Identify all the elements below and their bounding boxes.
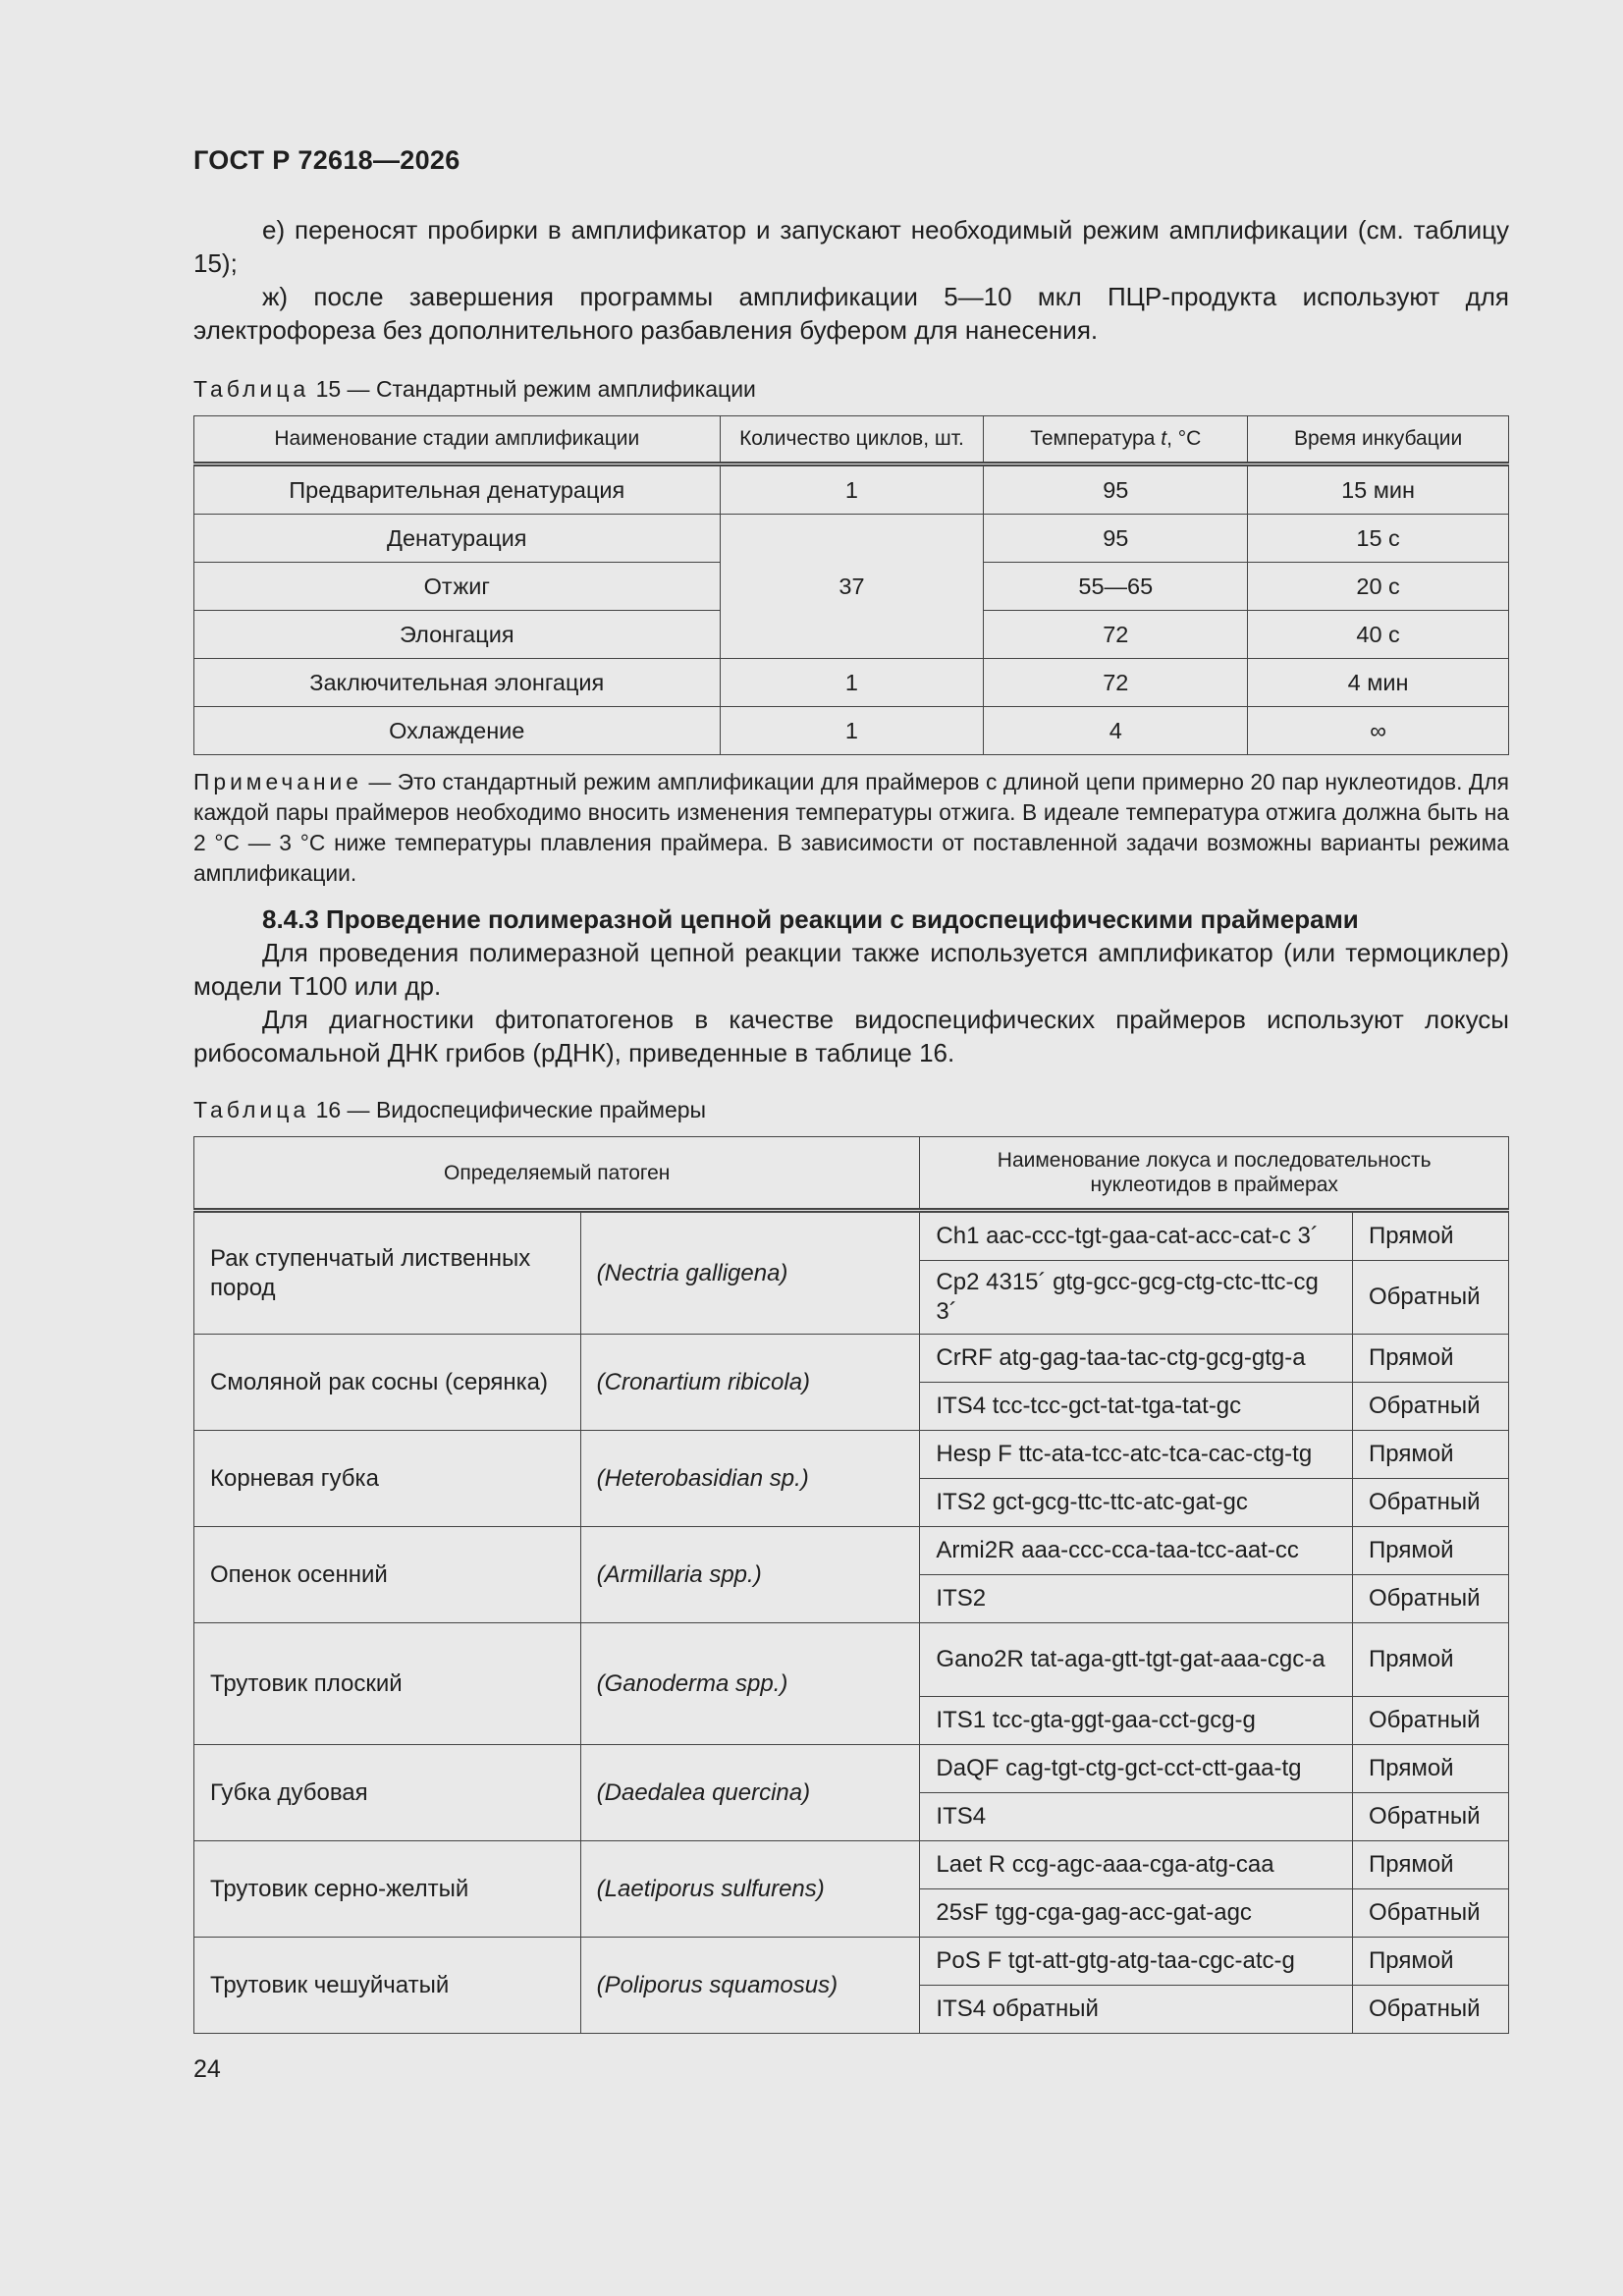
table16-cell-primer: ITS4 tcc-tcc-gct-tat-tga-tat-gc: [920, 1383, 1353, 1431]
table16-cell-primer: ITS1 tcc-gta-ggt-gaa-cct-gcg-g: [920, 1697, 1353, 1745]
table-15: [193, 415, 1509, 755]
table-row: [194, 1745, 1509, 1793]
table15-cell-time: 15 мин: [1248, 465, 1509, 515]
table16-cell-pathogen: Корневая губка: [194, 1431, 581, 1527]
table15-cell-temperature: 72: [984, 611, 1248, 659]
table16-cell-primer: Ch1 aac-ccc-tgt-gaa-cat-acc-cat-c 3´: [920, 1211, 1353, 1261]
table15-note: [193, 767, 1509, 889]
table16-cell-primer: Hesp F ttc-ata-tcc-atc-tca-cac-ctg-tg: [920, 1431, 1353, 1479]
table16-cell-direction: Прямой: [1353, 1431, 1509, 1479]
table16-cell-latin: (Laetiporus sulfurens): [580, 1841, 920, 1938]
page-number: 24: [193, 2055, 221, 2083]
table16-cell-pathogen: Опенок осенний: [194, 1527, 581, 1623]
table15-header-cycles: Количество циклов, шт.: [720, 416, 984, 465]
table16-cell-direction: Прямой: [1353, 1841, 1509, 1889]
table16-header-locus: [920, 1137, 1509, 1211]
table16-cell-direction: Прямой: [1353, 1745, 1509, 1793]
table16-cell-primer: PoS F tgt-att-gtg-atg-taa-cgc-atc-g: [920, 1938, 1353, 1986]
table16-cell-direction: Обратный: [1353, 1479, 1509, 1527]
table15-cell-stage: Элонгация: [194, 611, 721, 659]
table15-cell-stage: Отжиг: [194, 563, 721, 611]
table-row: [194, 1335, 1509, 1383]
table16-header-row: [194, 1137, 1509, 1211]
document-header: ГОСТ Р 72618—2026: [193, 145, 460, 175]
table15-header-temperature-text: Температура t, °С: [1030, 427, 1202, 450]
table16-header-locus-text: Наименование локуса и последовательность нуклеотидов в праймерах: [997, 1149, 1432, 1196]
table15-caption-title: 15 — Стандартный режим амплификации: [309, 376, 756, 402]
table-row: [194, 1527, 1509, 1575]
table16-cell-direction: Обратный: [1353, 1889, 1509, 1938]
table16-cell-primer: ITS4 обратный: [920, 1986, 1353, 2034]
table16-cell-primer: DaQF cag-tgt-ctg-gct-cct-ctt-gaa-tg: [920, 1745, 1353, 1793]
table16-cell-primer: 25sF tgg-cga-gag-acc-gat-agc: [920, 1889, 1353, 1938]
table15-cell-cycles: 1: [720, 465, 984, 515]
table15-cell-temperature: 4: [984, 707, 1248, 755]
note-text: — Это стандартный режим амплификации для праймеров с длиной цепи примерно 20 пар нуклеотидов. Для каждой пары праймеров необходимо вносить изменения температуры отжига. В идеале температура отжига должна быть на 2 °С — 3 °С ниже температуры плавления праймера. В зависимости от поставленной задачи возможны варианты режима амплификации.: [193, 769, 1509, 886]
table15-cell-stage: Охлаждение: [194, 707, 721, 755]
table16-cell-latin: (Ganoderma spp.): [580, 1623, 920, 1745]
table15-caption-word: Таблица: [193, 376, 310, 402]
table15-cell-time: 4 мин: [1248, 659, 1509, 707]
table16-cell-primer: ITS4: [920, 1793, 1353, 1841]
table16-cell-direction: Обратный: [1353, 1793, 1509, 1841]
table15-cell-stage: Денатурация: [194, 515, 721, 563]
table16-caption-word: Таблица: [193, 1097, 310, 1122]
table15-cell-cycles-merged: 37: [720, 515, 984, 659]
document-page: [193, 145, 1509, 2084]
table15-header-temperature: [984, 416, 1248, 465]
table15-caption: [193, 374, 1509, 404]
table16-cell-direction: Обратный: [1353, 1575, 1509, 1623]
table15-header-time: Время инкубации: [1248, 416, 1509, 465]
table16-cell-primer: Armi2R aaa-ccc-cca-taa-tcc-aat-cc: [920, 1527, 1353, 1575]
table16-cell-primer: CrRF atg-gag-taa-tac-ctg-gcg-gtg-a: [920, 1335, 1353, 1383]
paragraph-step-e: е) переносят пробирки в амплификатор и запускают необходимый режим амплификации (см. таблицу 15);: [193, 215, 1509, 278]
table15-header-row: [194, 416, 1509, 465]
table-row: [194, 1623, 1509, 1697]
table-row: [194, 515, 1509, 563]
table-16: [193, 1136, 1509, 2034]
table16-cell-primer: Gano2R tat-aga-gtt-tgt-gat-aaa-cgc-a: [920, 1623, 1353, 1697]
table15-cell-stage: Заключительная элонгация: [194, 659, 721, 707]
table16-cell-direction: Прямой: [1353, 1527, 1509, 1575]
table-row: [194, 1938, 1509, 1986]
paragraph-step-zh: ж) после завершения программы амплификации 5—10 мкл ПЦР-продукта используют для электрофореза без дополнительного разбавления буфером для нанесения.: [193, 282, 1509, 345]
table16-cell-direction: Прямой: [1353, 1211, 1509, 1261]
table15-cell-temperature: 95: [984, 515, 1248, 563]
table16-cell-latin: (Armillaria spp.): [580, 1527, 920, 1623]
table15-cell-time: ∞: [1248, 707, 1509, 755]
table15-cell-temperature: 95: [984, 465, 1248, 515]
table16-cell-pathogen: Трутовик серно-желтый: [194, 1841, 581, 1938]
table16-cell-pathogen: Трутовик плоский: [194, 1623, 581, 1745]
table-row: [194, 659, 1509, 707]
table16-cell-latin: (Cronartium ribicola): [580, 1335, 920, 1431]
table16-cell-direction: Прямой: [1353, 1623, 1509, 1697]
table16-cell-direction: Прямой: [1353, 1335, 1509, 1383]
table16-cell-primer: Cp2 4315´ gtg-gcc-gcg-ctg-ctc-ttc-cg 3´: [920, 1261, 1353, 1335]
table15-cell-time: 40 с: [1248, 611, 1509, 659]
table-row: [194, 1431, 1509, 1479]
table-row: [194, 1841, 1509, 1889]
note-label: Примечание: [193, 769, 362, 794]
table16-cell-direction: Обратный: [1353, 1697, 1509, 1745]
table16-header-pathogen: Определяемый патоген: [194, 1137, 920, 1211]
table16-cell-latin: (Poliporus squamosus): [580, 1938, 920, 2034]
temperature-symbol: t: [1161, 427, 1167, 450]
paragraph-loci: Для диагностики фитопатогенов в качестве видоспецифических праймеров используют локусы рибосомальной ДНК грибов (рДНК), приведенные в таблице 16.: [193, 1005, 1509, 1067]
table16-cell-direction: Обратный: [1353, 1261, 1509, 1335]
table16-cell-direction: Обратный: [1353, 1383, 1509, 1431]
table15-cell-temperature: 55—65: [984, 563, 1248, 611]
table15-cell-time: 15 с: [1248, 515, 1509, 563]
table-row: [194, 707, 1509, 755]
table16-caption: [193, 1095, 1509, 1124]
table16-cell-latin: (Nectria galligena): [580, 1211, 920, 1335]
table16-cell-primer: ITS2: [920, 1575, 1353, 1623]
table16-cell-pathogen: Губка дубовая: [194, 1745, 581, 1841]
paragraph-thermocycler: Для проведения полимеразной цепной реакции также используется амплификатор (или термоциклер) модели Т100 или др.: [193, 938, 1509, 1001]
table16-cell-pathogen: Трутовик чешуйчатый: [194, 1938, 581, 2034]
table16-cell-direction: Обратный: [1353, 1986, 1509, 2034]
table16-cell-primer: ITS2 gct-gcg-ttc-ttc-atc-gat-gc: [920, 1479, 1353, 1527]
table16-cell-latin: (Daedalea quercina): [580, 1745, 920, 1841]
table15-cell-cycles: 1: [720, 659, 984, 707]
table-row: [194, 465, 1509, 515]
table15-cell-cycles: 1: [720, 707, 984, 755]
table15-header-stage: Наименование стадии амплификации: [194, 416, 721, 465]
table15-cell-temperature: 72: [984, 659, 1248, 707]
table-row: [194, 1211, 1509, 1261]
table16-caption-title: 16 — Видоспецифические праймеры: [309, 1097, 707, 1122]
table16-cell-latin: (Heterobasidian sp.): [580, 1431, 920, 1527]
section-title: 8.4.3 Проведение полимеразной цепной реакции с видоспецифическими праймерами: [262, 904, 1359, 934]
table16-cell-direction: Прямой: [1353, 1938, 1509, 1986]
table15-cell-stage: Предварительная денатурация: [194, 465, 721, 515]
table15-cell-time: 20 с: [1248, 563, 1509, 611]
table16-cell-pathogen: Рак ступенчатый лиственных пород: [194, 1211, 581, 1335]
table16-cell-pathogen: Смоляной рак сосны (серянка): [194, 1335, 581, 1431]
table16-cell-primer: Laet R ccg-agc-aaa-cga-atg-caa: [920, 1841, 1353, 1889]
